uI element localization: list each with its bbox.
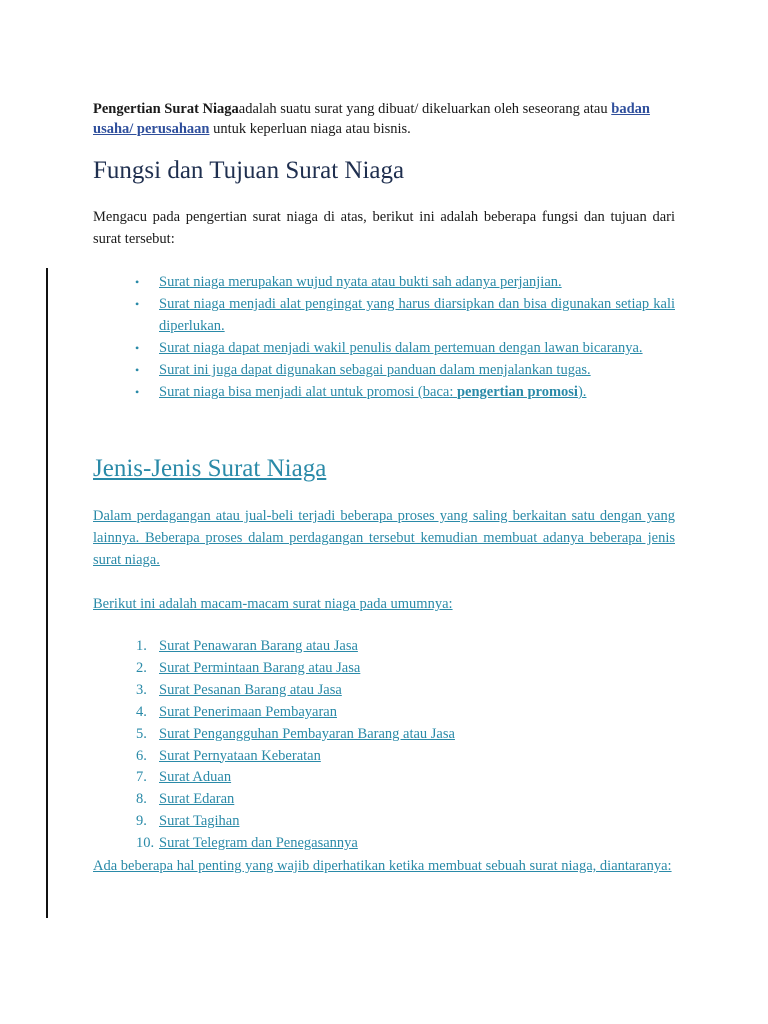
fungsi-item-text-before: Surat niaga bisa menjadi alat untuk promosi (baca: [159, 384, 457, 400]
badan-usaha-link[interactable]: badan usaha/ perusahaan [93, 100, 650, 137]
jenis-list [136, 636, 675, 855]
jenis-paragraph[interactable]: Dalam perdagangan atau jual-beli terjadi beberapa proses yang saling berkaitan satu dengan yang lainnya. Beberapa proses dalam perdagangan tersebut kemudian membuat adanya beberapa jenis surat niaga. [93, 508, 675, 568]
jenis-item-5[interactable] [136, 724, 675, 746]
jenis-item-8[interactable] [136, 789, 675, 811]
jenis-item-9[interactable] [136, 811, 675, 833]
bullet-icon: • [135, 297, 140, 311]
fungsi-item-text-after: ). [577, 384, 587, 400]
fungsi-item-5[interactable] [133, 381, 675, 403]
jenis-list-intro[interactable]: Berikut ini adalah macam-macam surat niaga pada umumnya: [93, 596, 453, 612]
fungsi-item-text: Surat niaga menjadi alat pengingat yang harus diarsipkan dan bisa digunakan setiap kali diperlukan. [159, 296, 675, 334]
intro-paragraph [93, 99, 675, 139]
jenis-item-label: Surat Pernyataan Keberatan [159, 747, 321, 764]
jenis-item-4[interactable] [136, 702, 675, 724]
intro-text-b: untuk keperluan niaga atau bisnis. [209, 120, 411, 137]
list-number: 8. [136, 791, 147, 808]
list-number: 10. [136, 835, 155, 852]
list-number: 1. [136, 638, 147, 654]
bullet-icon: • [135, 341, 140, 355]
intro-text-a: adalah suatu surat yang dibuat/ dikeluarkan oleh seseorang atau [238, 100, 612, 117]
list-number: 9. [136, 813, 147, 830]
jenis-item-1[interactable] [136, 636, 675, 658]
fungsi-item-text: Surat niaga dapat menjadi wakil penulis dalam pertemuan dengan lawan bicaranya. [159, 340, 643, 356]
fungsi-item-4[interactable] [133, 359, 675, 381]
fungsi-item-text: Surat niaga merupakan wujud nyata atau bukti sah adanya perjanjian. [159, 274, 562, 290]
intro-term: Pengertian Surat Niaga [93, 100, 239, 117]
jenis-item-3[interactable] [136, 680, 675, 702]
heading-fungsi: Fungsi dan Tujuan Surat Niaga [93, 157, 405, 184]
pengertian-promosi-link[interactable]: pengertian promosi [456, 384, 578, 400]
fungsi-item-2[interactable] [133, 293, 675, 337]
bullet-icon: • [135, 363, 140, 377]
bullet-icon: • [135, 385, 140, 399]
heading-jenis[interactable]: Jenis-Jenis Surat Niaga [93, 455, 327, 482]
fungsi-item-3[interactable] [133, 337, 675, 359]
jenis-item-6[interactable] [136, 746, 675, 768]
jenis-item-label: Surat Pesanan Barang atau Jasa [159, 681, 342, 698]
jenis-item-label: Surat Edaran [159, 791, 235, 808]
closing-paragraph[interactable]: Ada beberapa hal penting yang wajib diperhatikan ketika membuat sebuah surat niaga, diantaranya: [93, 858, 672, 874]
revision-change-bar [46, 268, 48, 918]
fungsi-item-text: Surat ini juga dapat digunakan sebagai panduan dalam menjalankan tugas. [159, 362, 591, 378]
list-number: 4. [136, 703, 147, 720]
bullet-icon: • [135, 275, 140, 289]
list-number: 3. [136, 681, 147, 698]
fungsi-paragraph: Mengacu pada pengertian surat niaga di atas, berikut ini adalah beberapa fungsi dan tujuan dari surat tersebut: [93, 209, 675, 247]
list-number: 2. [136, 659, 147, 676]
jenis-item-10[interactable] [136, 833, 675, 855]
jenis-item-label: Surat Aduan [159, 769, 232, 786]
jenis-item-label: Surat Telegram dan Penegasannya [159, 835, 358, 852]
jenis-item-label: Surat Pengangguhan Pembayaran Barang atau Jasa [159, 725, 455, 742]
jenis-item-label: Surat Permintaan Barang atau Jasa [159, 659, 361, 676]
list-number: 7. [136, 769, 147, 786]
jenis-item-label: Surat Penerimaan Pembayaran [159, 703, 337, 720]
jenis-item-label: Surat Penawaran Barang atau Jasa [159, 638, 358, 654]
fungsi-list [133, 271, 675, 403]
fungsi-item-1[interactable] [133, 271, 675, 293]
jenis-item-7[interactable] [136, 767, 675, 789]
list-number: 6. [136, 747, 147, 764]
list-number: 5. [136, 725, 147, 742]
jenis-item-label: Surat Tagihan [159, 813, 240, 830]
jenis-item-2[interactable] [136, 658, 675, 680]
